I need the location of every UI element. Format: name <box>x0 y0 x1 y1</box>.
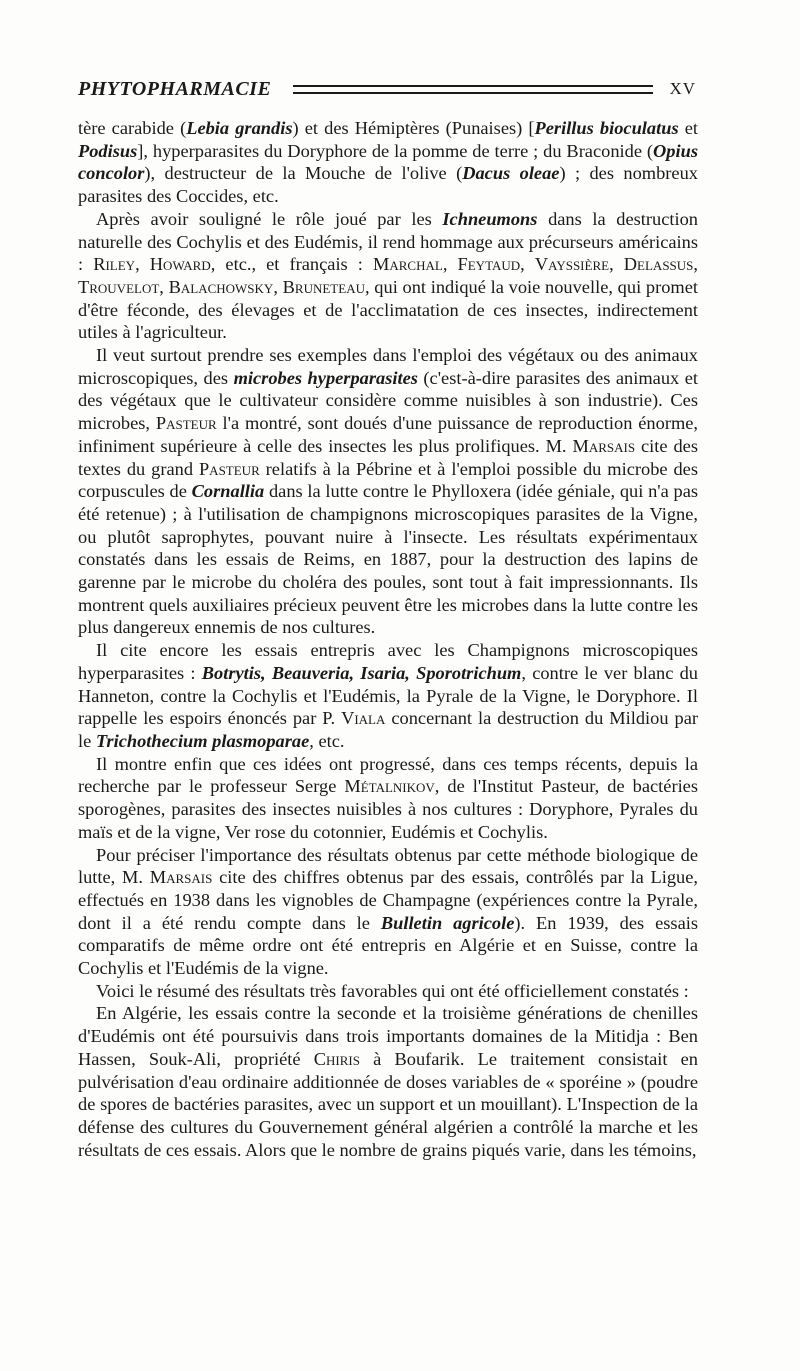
author-name: Chiris <box>313 1048 360 1069</box>
running-title: PHYTOPHARMACIE <box>78 77 272 100</box>
italic-term: Trichothecium plasmoparae <box>95 730 310 751</box>
paragraph-p1 <box>78 117 698 208</box>
body-text <box>78 117 698 1161</box>
page-header <box>78 76 696 102</box>
author-name: Bruneteau <box>282 276 365 297</box>
italic-term: Lebia grandis <box>186 118 293 138</box>
text-run: ) et des Hémiptères (Punaises) [ <box>292 118 535 138</box>
paragraph-p4 <box>78 639 698 753</box>
italic-term: Dacus oleae <box>462 163 560 184</box>
text-run: cite des chiffres obtenus par des essais, contrôlés par la Ligue, effectués en 1938 dans les vignobles de Champagne (expériences contre la Pyrale, dont il a été rendu compte dans le <box>78 867 698 933</box>
text-run: relatifs à la Pébrine et à l'emploi possible du microbe des corpuscules de <box>78 458 699 502</box>
italic-term: microbes hyperparasites <box>233 367 418 388</box>
text-run: Après avoir souligné le rôle joué par les <box>96 208 443 229</box>
text-run: à Boufarik. Le traitement consistait en pulvérisation d'eau ordinaire additionnée de doses variables de « sporéine » (poudre de spores de bactéries parasites, avec un support et un mouillant). L'Inspection de la défense des cultures du Gouvernement général algérien a contrôlé la marche et les résultats de ces essais. Alors que le nombre de grains piqués varie, dans les témoins, <box>78 1048 699 1160</box>
italic-term: Podisus <box>78 140 138 161</box>
author-name: Pasteur <box>198 458 260 479</box>
italic-term: Bulletin agricole <box>380 912 515 933</box>
text-run: ) ; des nombreux parasites des Coccides, etc. <box>78 163 698 207</box>
text-run: Pour préciser l'importance des résultats obtenus par cette méthode biologique de lutte, M. <box>78 844 698 888</box>
text-run: cite des textes du grand <box>78 435 698 479</box>
author-name: Marsais <box>149 867 213 888</box>
author-name: Pasteur <box>155 413 217 434</box>
text-run: l'a montré, sont doués d'une puissance de reproduction énorme, infiniment supérieure à celle des insectes les plus prolifiques. M. <box>78 413 699 456</box>
text-run: , contre le ver blanc du Hanneton, contre la Cochylis et l'Eudémis, la Pyrale de la Vigne, le Doryphore. Il rappelle les espoirs énoncés par P. <box>78 662 698 729</box>
text-run: , etc. <box>309 730 345 751</box>
text-run: Voici le résumé des résultats très favorables qui ont été officiellement constatés : <box>96 980 689 1001</box>
italic-term: Opius concolor <box>78 140 698 184</box>
paragraph-p5 <box>78 753 698 844</box>
author-name: Marsais <box>572 435 636 456</box>
italic-term: Cornallia <box>191 481 265 502</box>
text-run: ), destructeur de la Mouche de l'olive ( <box>144 163 463 184</box>
text-run: Il montre enfin que ces idées ont progressé, dans ces temps récents, depuis la recherche par le professeur Serge <box>78 753 698 797</box>
text-run: , <box>693 254 699 275</box>
author-name: Viala <box>341 708 386 729</box>
paragraph-p2 <box>78 208 698 344</box>
paragraph-p8 <box>78 1002 698 1161</box>
author-name: Delassus <box>623 254 694 275</box>
text-run: , <box>442 254 458 275</box>
author-name: Marchal <box>373 254 443 275</box>
page-number: XV <box>669 79 696 98</box>
text-run: , qui ont indiqué la voie nouvelle, qui promet d'être féconde, des élevages et de l'acclimatation de ces insectes, indirectement utiles à l'agriculteur. <box>78 276 698 343</box>
text-run: concernant la destruction du Mildiou par le <box>78 708 698 751</box>
italic-term: Perillus bioculatus <box>534 118 679 138</box>
text-run: dans la destruction naturelle des Cochylis et des Eudémis, il rend hommage aux précurseurs américains : <box>78 208 698 275</box>
text-run: , etc., et français : <box>210 254 373 275</box>
text-run: Il veut surtout prendre ses exemples dans l'emploi des végétaux ou des animaux microscopiques, des <box>78 345 698 388</box>
author-name: Howard <box>149 254 211 275</box>
author-name: Trouvelot <box>78 276 160 297</box>
text-run: , <box>273 276 283 297</box>
paragraph-p3 <box>78 344 698 639</box>
text-run: , <box>520 254 535 275</box>
italic-term: Botrytis, Beauveria, Isaria, Sporotrichum <box>201 662 522 683</box>
text-run: , de l'Institut Pasteur, de bactéries sporogènes, parasites des insectes nuisibles à nos cultures : Doryphore, Pyrales du maïs et de la vigne, Ver rose du cotonnier, Eudémis et Cochylis. <box>78 776 698 842</box>
paragraph-p6 <box>78 844 698 980</box>
text-run: , <box>609 254 624 275</box>
text-run: ). En 1939, des essais comparatifs de même ordre ont été entrepris en Algérie et en Suisse, contre la Cochylis et l'Eudémis de la vigne. <box>78 912 698 979</box>
text-run: ], hyperparasites du Doryphore de la pomme de terre ; du Braconide ( <box>137 140 654 161</box>
text-run: dans la lutte contre le Phylloxera (idée géniale, qui n'a pas été retenue) ; à l'utilisation de champignons microscopiques parasites de la Vigne, ou plutôt saprophytes, pouvant nuire à l'insecte. Les résultats expérimentaux constatés dans les essais de Reims, en 1887, pour la destruction des lapins de garenne par le microbe du choléra des poules, sont tout à fait impressionnants. Ils montrent quels auxiliaires précieux peuvent être les microbes dans la lutte contre les plus dangereux ennemis de nos cultures. <box>78 481 699 638</box>
italic-term: Ichneumons <box>442 208 538 229</box>
author-name: Feytaud <box>457 254 521 275</box>
author-name: Métalnikov <box>344 776 435 797</box>
text-run: , <box>135 254 150 275</box>
author-name: Vayssière <box>534 254 610 275</box>
text-run: En Algérie, les essais contre la seconde et la troisième générations de chenilles d'Eudémis ont été poursuivis dans trois importants domaines de la Mitidja : Ben Hassen, Souk-Ali, propriété <box>78 1003 698 1069</box>
text-run: tère carabide ( <box>78 118 187 138</box>
text-run: et <box>678 118 699 138</box>
author-name: Riley <box>93 254 136 275</box>
text-run: (c'est-à-dire parasites des animaux et des végétaux que le cultivateur considère comme nuisibles à son industrie). Ces microbes, <box>78 367 698 434</box>
text-run: , <box>159 276 169 297</box>
paragraph-p7 <box>78 980 698 1003</box>
header-double-rule <box>293 85 653 94</box>
author-name: Balachowsky <box>168 276 274 297</box>
text-run: Il cite encore les essais entrepris avec les Champignons microscopiques hyperparasites : <box>78 640 698 683</box>
